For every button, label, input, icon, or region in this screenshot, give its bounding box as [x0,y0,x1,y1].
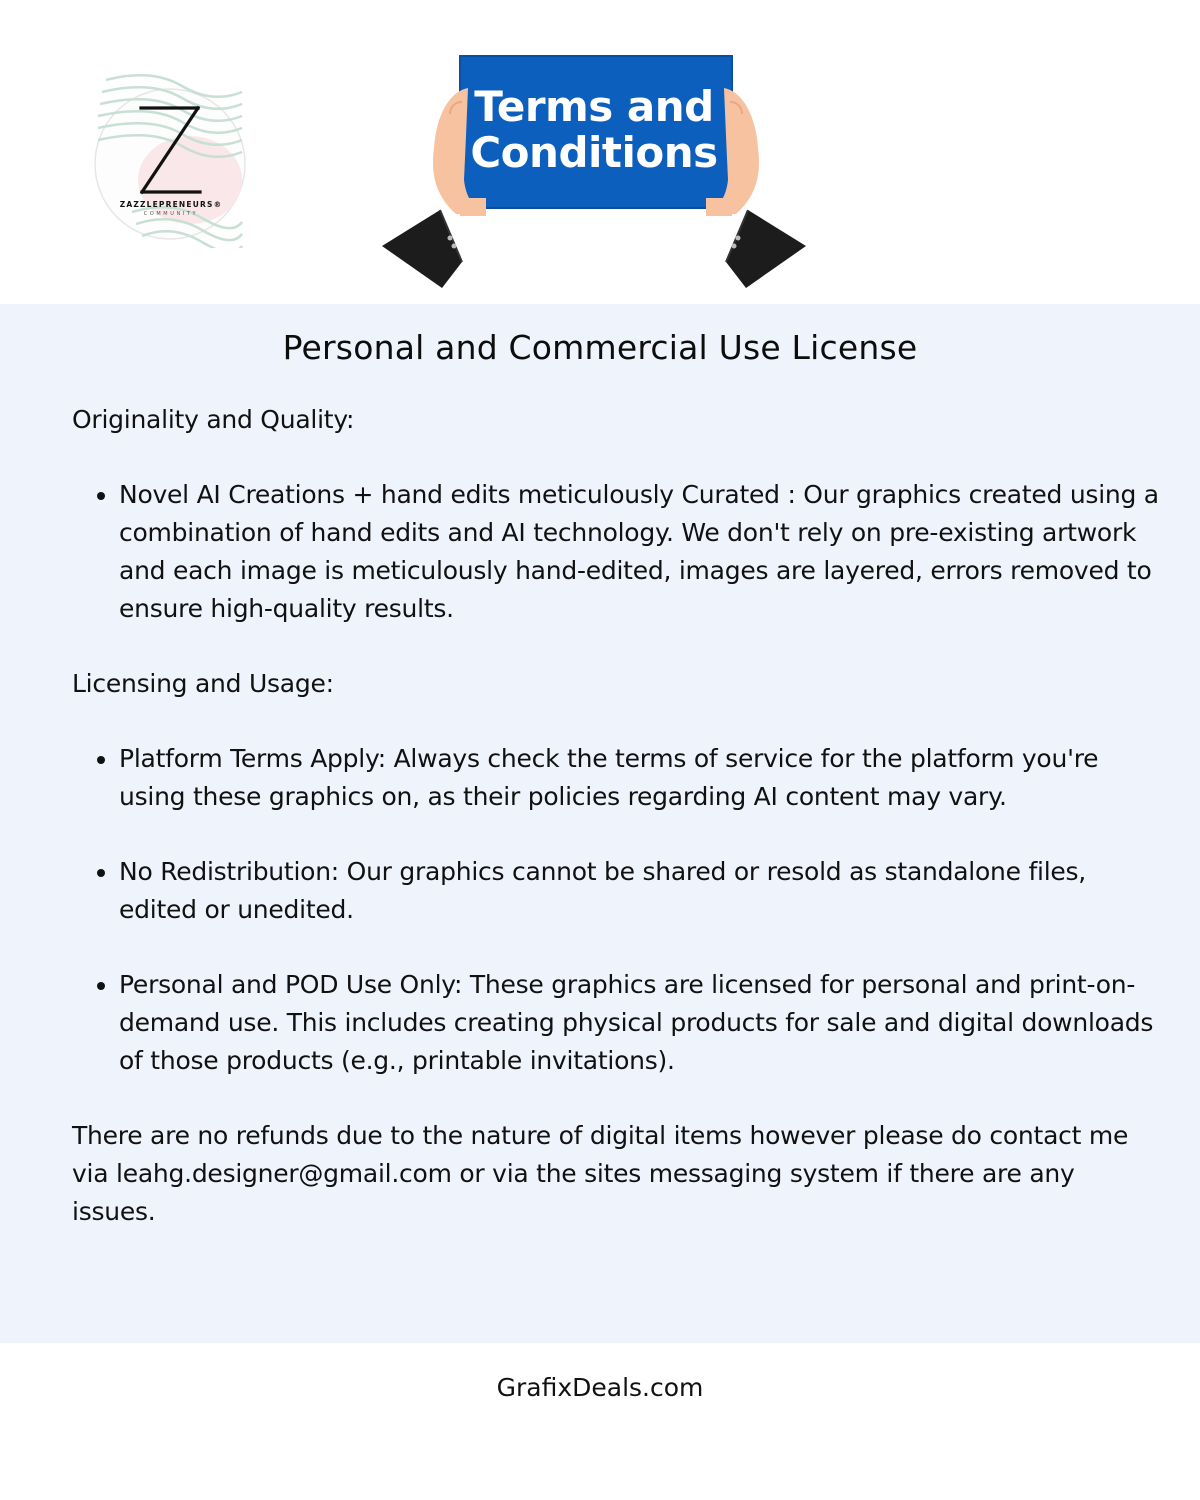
bullet-list [72,476,1162,627]
page-title: Personal and Commercial Use License [282,328,918,367]
hero-sign [378,48,810,292]
footer-site: GrafixDeals.com [496,1373,704,1402]
list-item: • No Redistribution: Our graphics cannot be shared or resold as standalone files, edited or unedited. [119,853,1162,928]
section-heading: Originality and Quality: [72,405,355,434]
logo-name: ZAZZLEPRENEURS® [119,200,223,209]
section-heading: Licensing and Usage: [72,668,334,698]
z-monogram-logo-icon [92,72,250,248]
license-panel [0,304,1200,1343]
bullet-list [72,740,1162,1079]
list-item: • Personal and POD Use Only: These graphics are licensed for personal and print-on-demand use. This includes creating physical products for sale and digital downloads of those products (e.g., printable invitations). [119,966,1162,1079]
license-content [72,401,1162,1268]
sign-text: Terms and Conditions [470,82,718,177]
list-item: • Novel AI Creations + hand edits meticulously Curated : Our graphics created using a combination of hand edits and AI technology. We don't rely on pre-existing artwork and each image is meticulously hand-edited, images are layered, errors removed to ensure high-quality results. [119,476,1162,627]
logo-subtitle: COMMUNITY [143,211,199,217]
zazzlepreneurs-logo [92,72,250,248]
list-item: • Platform Terms Apply: Always check the terms of service for the platform you're using these graphics on, as their policies regarding AI content may vary. [119,740,1162,815]
closing-note: There are no refunds due to the nature of digital items however please do contact me via leahg.designer@gmail.com or via the sites messaging system if there are any issues. [72,1121,1129,1226]
